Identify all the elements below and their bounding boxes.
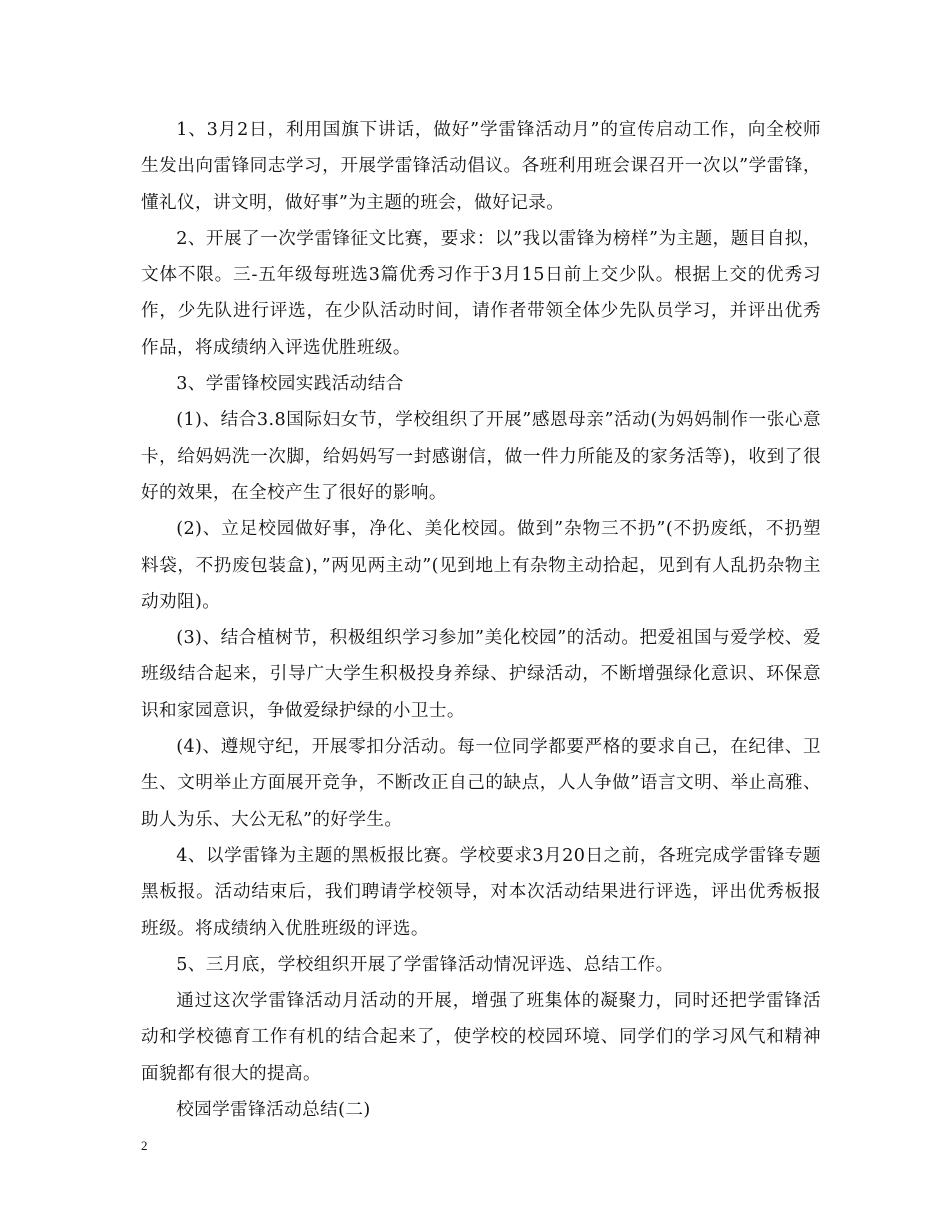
paragraph-3-heading: 3、学雷锋校园实践活动结合: [176, 374, 404, 395]
paragraph-2: 2、开展了一次学雷锋征文比赛，要求：以”我以雷锋为榜样”为主题，题目自拟，文体不限。三-五年级每班选3篇优秀习作于3月15日前上交少队。根据上交的优秀习作，少先队进行评选，在少队活动时间，请作者带领全体少先队员学习，并评出优秀作品，将成绩纳入评选优胜班级。: [141, 228, 821, 358]
document-body: [141, 112, 821, 1128]
paragraph-3-2: (2)、立足校园做好事，净化、美化校园。做到”杂物三不扔”(不扔废纸，不扔塑料袋，不扔废包装盒)，”两见两主动”(见到地上有杂物主动拾起，见到有人乱扔杂物主动劝阻)。: [141, 519, 821, 612]
page-number: 2: [141, 1138, 148, 1153]
paragraph-3-4: (4)、遵规守纪，开展零扣分活动。每一位同学都要严格的要求自己，在纪律、卫生、文明举止方面展开竞争，不断改正自己的缺点，人人争做”语言文明、举止高雅、助人为乐、大公无私”的好学生。: [141, 737, 821, 830]
section-title-next: 校园学雷锋活动总结(二): [176, 1100, 371, 1121]
paragraph-3-1: (1)、结合3.8国际妇女节，学校组织了开展”感恩母亲”活动(为妈妈制作一张心意卡，给妈妈洗一次脚，给妈妈写一封感谢信，做一件力所能及的家务活等)，收到了很好的效果，在全校产生了很好的影响。: [141, 410, 821, 503]
paragraph-5: 5、三月底，学校组织开展了学雷锋活动情况评选、总结工作。: [176, 954, 674, 975]
paragraph-3-3: (3)、结合植树节，积极组织学习参加”美化校园”的活动。把爱祖国与爱学校、爱班级结合起来，引导广大学生积极投身养绿、护绿活动，不断增强绿化意识、环保意识和家园意识，争做爱绿护绿的小卫士。: [141, 628, 821, 721]
paragraph-1: 1、3月2日，利用国旗下讲话，做好”学雷锋活动月”的宣传启动工作，向全校师生发出向雷锋同志学习，开展学雷锋活动倡议。各班利用班会课召开一次以”学雷锋，懂礼仪，讲文明，做好事”为主题的班会，做好记录。: [141, 120, 821, 213]
paragraph-4: 4、以学雷锋为主题的黑板报比赛。学校要求3月20日之前，各班完成学雷锋专题黑板报。活动结束后，我们聘请学校领导，对本次活动结果进行评选，评出优秀板报班级。将成绩纳入优胜班级的评选。: [141, 845, 821, 939]
paragraph-conclusion: 通过这次学雷锋活动月活动的开展，增强了班集体的凝聚力，同时还把学雷锋活动和学校德育工作有机的结合起来了，使学校的校园环境、同学们的学习风气和精神面貌都有很大的提高。: [141, 991, 821, 1084]
